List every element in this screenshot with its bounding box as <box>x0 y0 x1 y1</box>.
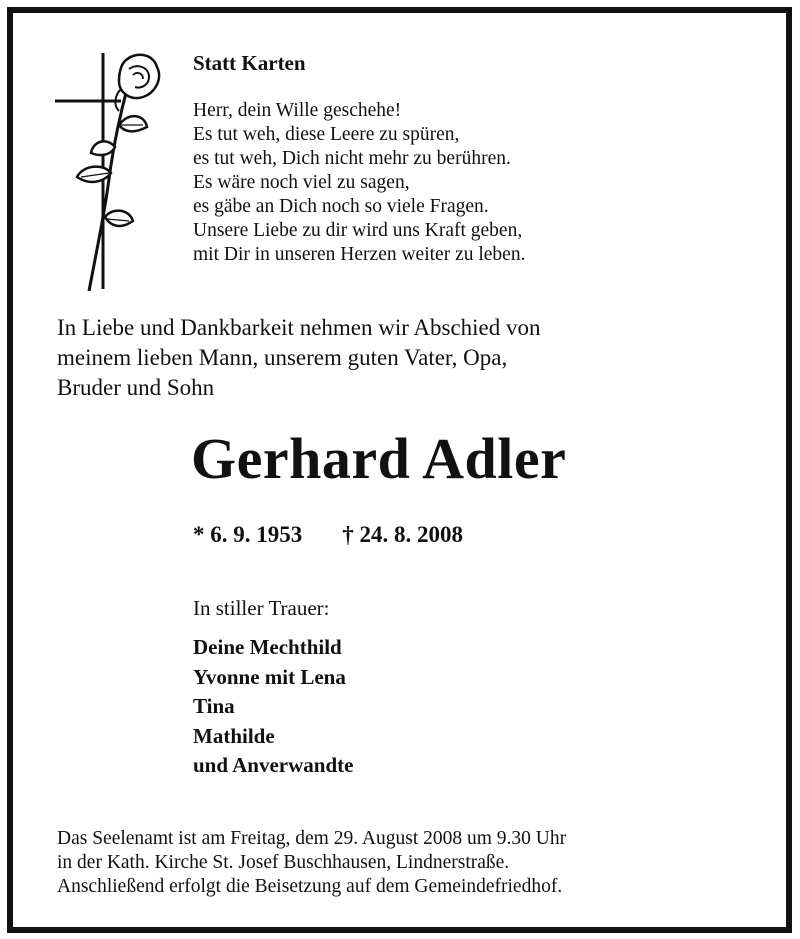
mourner: Mathilde <box>193 723 275 748</box>
intro-line: In Liebe und Dankbarkeit nehmen wir Abschied von <box>57 315 541 340</box>
poem-line: Herr, dein Wille geschehe! <box>193 100 402 121</box>
poem-line: Unsere Liebe zu dir wird uns Kraft geben, <box>193 220 523 241</box>
poem-line: Es tut weh, diese Leere zu spüren, <box>193 124 460 145</box>
service-line: Das Seelenamt ist am Freitag, dem 29. August 2008 um 9.30 Uhr <box>57 828 567 849</box>
service-line: in der Kath. Kirche St. Josef Buschhausen, Lindnerstraße. <box>57 852 510 873</box>
poem-line: es tut weh, Dich nicht mehr zu berühren. <box>193 148 511 169</box>
mourners-list <box>193 633 353 781</box>
service-info <box>57 827 566 899</box>
birth-date: * 6. 9. 1953 <box>193 522 303 547</box>
service-line: Anschließend erfolgt die Beisetzung auf dem Gemeindefriedhof. <box>57 876 563 897</box>
intro-line: meinem lieben Mann, unserem guten Vater, Opa, <box>57 345 508 370</box>
deceased-name: Gerhard Adler <box>191 426 567 491</box>
death-date: † 24. 8. 2008 <box>342 522 463 547</box>
life-dates <box>193 520 463 550</box>
farewell-intro <box>57 313 541 403</box>
poem-line: mit Dir in unseren Herzen weiter zu leben. <box>193 244 526 265</box>
mourner: Yvonne mit Lena <box>193 664 346 689</box>
mourner: Tina <box>193 694 235 718</box>
poem <box>193 99 525 267</box>
mourner: und Anverwandte <box>193 753 354 777</box>
intro-line: Bruder und Sohn <box>57 375 215 400</box>
mourning-label: In stiller Trauer: <box>193 596 330 620</box>
poem-line: Es wäre noch viel zu sagen, <box>193 172 410 193</box>
cross-rose-icon <box>49 49 169 299</box>
mourner: Deine Mechthild <box>193 635 342 659</box>
heading-statt-karten: Statt Karten <box>193 51 306 75</box>
poem-line: es gäbe an Dich noch so viele Fragen. <box>193 196 489 217</box>
obituary-notice <box>7 7 792 933</box>
